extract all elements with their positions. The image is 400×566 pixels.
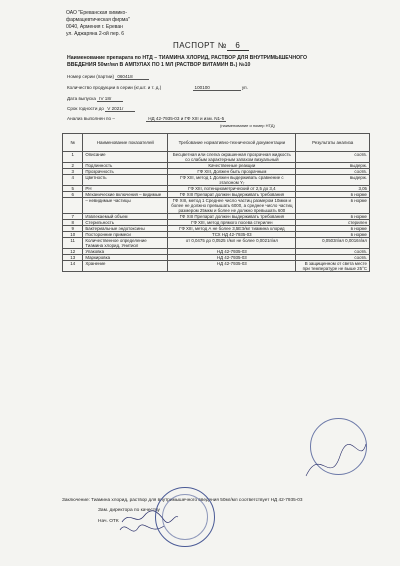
row-result: соотв. bbox=[296, 249, 370, 255]
row-requirement: от 0,0475 до 0,0525 г/мл не более 0,0021г/мл bbox=[168, 238, 296, 249]
row-number: 4 bbox=[63, 175, 83, 186]
row-parameter: Количественное определение Тиамина хлорид, Унитиол bbox=[83, 238, 168, 249]
row-parameter: Механические включения – видимые bbox=[83, 192, 168, 198]
row-parameter: Стерильность bbox=[83, 220, 168, 226]
quantity-row bbox=[67, 85, 248, 91]
row-requirement: Качественные реакции bbox=[168, 163, 296, 169]
row-number: 6 bbox=[63, 192, 83, 198]
company-name-line-2: фармацевтическая фирма" bbox=[66, 17, 130, 23]
quantity-label: Количество продукции в серии (кг,шт. и т. д.) bbox=[67, 85, 162, 90]
company-address-line-2: ул. Аджаряна 2-ой пер. 6 bbox=[66, 31, 125, 37]
row-parameter: Маркировка bbox=[83, 255, 168, 261]
row-parameter: Посторонние примеси bbox=[83, 232, 168, 238]
row-result: в норме bbox=[296, 214, 370, 220]
row-requirement: НД 42-7935-03 bbox=[168, 249, 296, 255]
row-number: 9 bbox=[63, 226, 83, 232]
product-name-line-2: ВВЕДЕНИЯ 50мг/мл В АМПУЛАХ ПО 1 МЛ (РАСТВОР ВИТАМИН В₁) №10 bbox=[67, 62, 251, 68]
row-number: 10 bbox=[63, 232, 83, 238]
row-requirement: ГФ XIII, метод А не более 3,5ЕЭ/мг тиамина хлорид bbox=[168, 226, 296, 232]
row-result: 0,0503г/мл 0,0016г/мл bbox=[296, 238, 370, 249]
header-parameter: Наименование показателей bbox=[83, 134, 168, 152]
company-name-line-1: ОАО "Ереванская химико- bbox=[66, 10, 127, 16]
product-name-line-1: Наименование препарата по НТД – ТИАМИНА ХЛОРИД, РАСТВОР ДЛЯ ВНУТРИМЫШЕЧНОГО bbox=[67, 55, 308, 61]
quantity-unit: уп. bbox=[241, 85, 248, 90]
table-row bbox=[63, 198, 370, 214]
passport-number: 6 bbox=[227, 41, 249, 51]
expiry-value: V 2021г bbox=[105, 106, 135, 112]
row-parameter: Упаковка bbox=[83, 249, 168, 255]
release-value: IV 18г bbox=[97, 96, 123, 102]
row-requirement: ТСХ НД 42-7935-03 bbox=[168, 232, 296, 238]
round-stamp-inner bbox=[162, 494, 208, 540]
row-requirement: НД 42-7935-03 bbox=[168, 255, 296, 261]
row-parameter: Подлинность bbox=[83, 163, 168, 169]
row-result: соотв. bbox=[296, 169, 370, 175]
batch-value: 060418 bbox=[115, 74, 149, 80]
row-parameter: Описание bbox=[83, 152, 168, 163]
row-number: 12 bbox=[63, 249, 83, 255]
qc-department-label: Нач. ОТК bbox=[98, 519, 119, 524]
header-number: № bbox=[63, 134, 83, 152]
row-parameter: Прозрачность bbox=[83, 169, 168, 175]
signatory-title: Зам. директора по качеству bbox=[98, 508, 160, 513]
row-result: соотв. bbox=[296, 152, 370, 163]
table-header-row bbox=[63, 134, 370, 152]
row-parameter: Бактериальные эндотоксины bbox=[83, 226, 168, 232]
row-requirement: ГФ XIII Препарат должен выдерживать требования bbox=[168, 214, 296, 220]
row-requirement: НД 42-7935-03 bbox=[168, 261, 296, 272]
row-parameter: Извлекаемый объем bbox=[83, 214, 168, 220]
row-parameter: – невидимые частицы bbox=[83, 198, 168, 214]
analysis-label: Анализ выполнен по – bbox=[67, 116, 115, 121]
row-number: 7 bbox=[63, 214, 83, 220]
analysis-value: НД 42-7935-03 и ГФ XIII и изм. N1-5 bbox=[148, 116, 225, 121]
row-number: 3 bbox=[63, 169, 83, 175]
expiry-label: Срок годности до bbox=[67, 106, 104, 111]
row-result: выдерж. bbox=[296, 175, 370, 186]
row-number: 8 bbox=[63, 220, 83, 226]
passport-title bbox=[173, 41, 249, 51]
header-result: Результаты анализа bbox=[296, 134, 370, 152]
row-result: выдерж. bbox=[296, 163, 370, 169]
row-result: в норме bbox=[296, 232, 370, 238]
row-number: 14 bbox=[63, 261, 83, 272]
row-requirement: ГФ XIII Препарат должен выдерживать требования bbox=[168, 192, 296, 198]
table-row bbox=[63, 175, 370, 186]
conclusion-text: Заключение: Тиамина хлорид, раствор для внутримышечного введения 50мг/мл соответствует НД 42-7935-03 bbox=[62, 497, 303, 502]
row-result: соотв. bbox=[296, 255, 370, 261]
row-result: в норме bbox=[296, 198, 370, 214]
release-row bbox=[67, 96, 123, 102]
row-number: 13 bbox=[63, 255, 83, 261]
row-result: в норме bbox=[296, 192, 370, 198]
row-number bbox=[63, 198, 83, 214]
table-row bbox=[63, 238, 370, 249]
header-requirement: Требование нормативно-технической документации bbox=[168, 134, 296, 152]
row-requirement: ГФ XIII, метод 1 Среднее число частиц размером 10мкм и более не должно превышать 6000, а среднее число частиц размером 25мкм и более не должно превышать 600 bbox=[168, 198, 296, 214]
row-requirement: Бесцветная или слегка окрашенная прозрачная жидкость со слабым характерным запахом визуальный bbox=[168, 152, 296, 163]
specification-table bbox=[62, 133, 370, 272]
row-result: в норме bbox=[296, 226, 370, 232]
signature-scribble bbox=[300, 436, 370, 496]
batch-row bbox=[67, 74, 149, 80]
row-number: 5 bbox=[63, 186, 83, 192]
table-row bbox=[63, 261, 370, 272]
quantity-value: 100100 bbox=[193, 85, 241, 91]
analysis-row bbox=[67, 116, 226, 122]
row-parameter: Хранение bbox=[83, 261, 168, 272]
row-result: 3,05 bbox=[296, 186, 370, 192]
release-label: Дата выпуска bbox=[67, 96, 96, 101]
row-number: 2 bbox=[63, 163, 83, 169]
expiry-row bbox=[67, 106, 135, 112]
row-number: 1 bbox=[63, 152, 83, 163]
row-requirement: ГФ XIII, потенциометрический от 2,5 до 3,4 bbox=[168, 186, 296, 192]
row-requirement: ГФ XIII, метод прямого посева стерилен bbox=[168, 220, 296, 226]
row-result: стерилен bbox=[296, 220, 370, 226]
table-row bbox=[63, 152, 370, 163]
row-parameter: PH bbox=[83, 186, 168, 192]
company-address-line-1: 0040, Армения г. Ереван bbox=[66, 24, 123, 30]
row-result: В защищенном от света месте при температуре не выше 25°С bbox=[296, 261, 370, 272]
batch-label: Номер серии (партии) bbox=[67, 74, 115, 79]
row-parameter: Цветность bbox=[83, 175, 168, 186]
analysis-note: (наименование и номер НТД) bbox=[220, 123, 275, 128]
row-requirement: ГФ XIII, Должен быть прозрачным bbox=[168, 169, 296, 175]
row-number: 11 bbox=[63, 238, 83, 249]
row-requirement: ГФ XIII, метод 1 Должен выдерживать сравнение с эталоном Y₇ bbox=[168, 175, 296, 186]
passport-title-prefix: ПАСПОРТ № bbox=[173, 41, 227, 50]
